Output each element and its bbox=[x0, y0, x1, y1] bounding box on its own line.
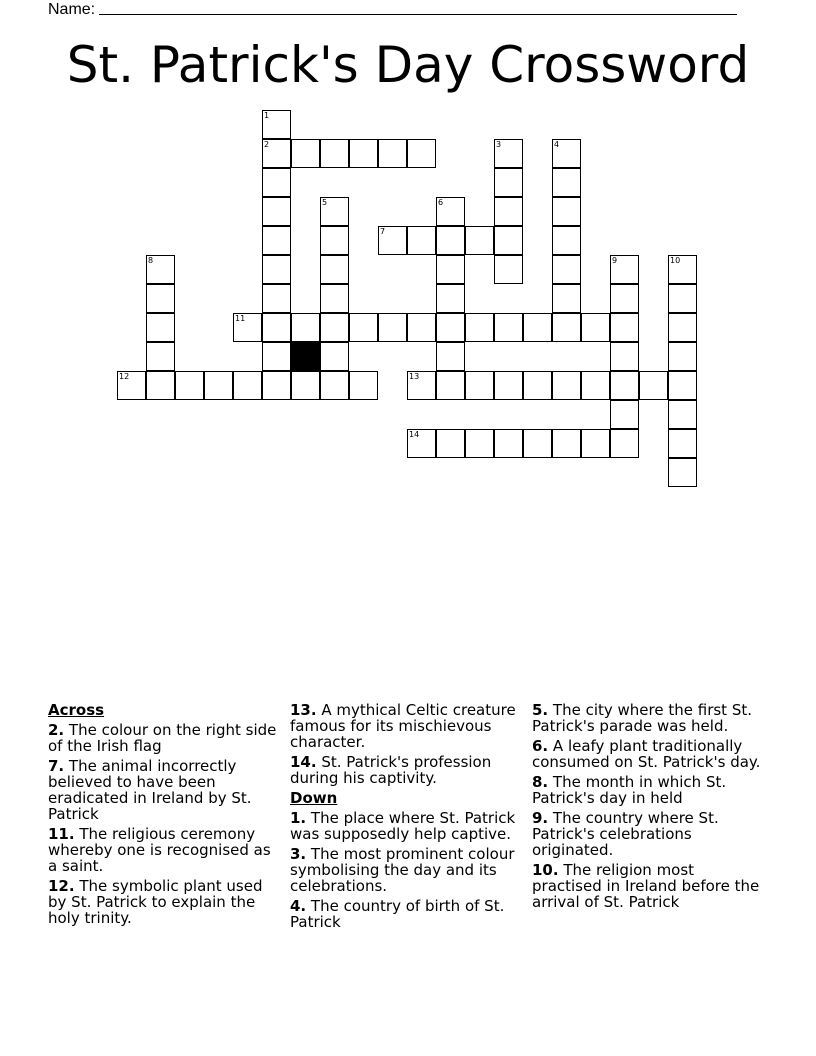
grid-cell[interactable] bbox=[523, 429, 552, 458]
clue-number-label: 3 bbox=[496, 140, 502, 149]
grid-cell[interactable] bbox=[262, 255, 291, 284]
grid-cell[interactable] bbox=[233, 313, 262, 342]
grid-cell[interactable] bbox=[610, 371, 639, 400]
clue-across-7 bbox=[48, 758, 283, 822]
clue-number: 14. bbox=[290, 753, 317, 771]
grid-cell[interactable] bbox=[639, 371, 668, 400]
black-cell bbox=[291, 342, 320, 371]
grid-cell[interactable] bbox=[552, 197, 581, 226]
clue-number-label: 13 bbox=[409, 372, 420, 381]
clue-number: 10. bbox=[532, 861, 559, 879]
grid-cell[interactable] bbox=[378, 226, 407, 255]
clue-number: 2. bbox=[48, 721, 65, 739]
grid-cell[interactable] bbox=[262, 139, 291, 168]
grid-cell[interactable] bbox=[668, 371, 697, 400]
grid-cell[interactable] bbox=[349, 313, 378, 342]
clue-down-9 bbox=[532, 810, 768, 858]
clue-across-12 bbox=[48, 878, 283, 926]
grid-cell[interactable] bbox=[552, 139, 581, 168]
grid-cell[interactable] bbox=[320, 226, 349, 255]
clue-number: 1. bbox=[290, 809, 307, 827]
clue-text: A leafy plant traditionally consumed on St. Patrick's day. bbox=[532, 737, 761, 771]
grid-cell[interactable] bbox=[407, 371, 436, 400]
clue-number-label: 8 bbox=[148, 256, 154, 265]
grid-cell[interactable] bbox=[494, 226, 523, 255]
grid-cell[interactable] bbox=[320, 371, 349, 400]
grid-cell[interactable] bbox=[291, 371, 320, 400]
grid-cell[interactable] bbox=[407, 226, 436, 255]
grid-cell[interactable] bbox=[494, 371, 523, 400]
grid-cell[interactable] bbox=[262, 313, 291, 342]
grid-cell[interactable] bbox=[407, 139, 436, 168]
grid-cell[interactable] bbox=[407, 429, 436, 458]
grid-cell[interactable] bbox=[262, 110, 291, 139]
page-title: St. Patrick's Day Crossword bbox=[66, 36, 750, 94]
grid-cell[interactable] bbox=[668, 284, 697, 313]
grid-cell[interactable] bbox=[262, 168, 291, 197]
clue-text: The symbolic plant used by St. Patrick to explain the holy trinity. bbox=[48, 877, 263, 927]
grid-cell[interactable] bbox=[407, 313, 436, 342]
grid-cell[interactable] bbox=[233, 371, 262, 400]
grid-cell[interactable] bbox=[494, 313, 523, 342]
grid-cell[interactable] bbox=[494, 139, 523, 168]
grid-cell[interactable] bbox=[320, 197, 349, 226]
grid-cell[interactable] bbox=[436, 313, 465, 342]
clue-down-10 bbox=[532, 862, 768, 910]
clue-text: The place where St. Patrick was supposedly help captive. bbox=[290, 809, 516, 843]
clue-number-label: 4 bbox=[554, 140, 560, 149]
grid-cell[interactable] bbox=[552, 284, 581, 313]
clue-down-8 bbox=[532, 774, 768, 806]
clue-across-14 bbox=[290, 754, 526, 786]
grid-cell[interactable] bbox=[146, 284, 175, 313]
grid-cell[interactable] bbox=[320, 139, 349, 168]
clue-number-label: 5 bbox=[322, 198, 328, 207]
grid-cell[interactable] bbox=[668, 429, 697, 458]
grid-cell[interactable] bbox=[378, 313, 407, 342]
across-heading: Across bbox=[48, 701, 105, 719]
clue-number-label: 1 bbox=[264, 111, 270, 120]
clue-number: 5. bbox=[532, 701, 549, 719]
clue-text: The country of birth of St. Patrick bbox=[290, 897, 505, 931]
grid-cell[interactable] bbox=[668, 255, 697, 284]
clue-across-13 bbox=[290, 702, 526, 750]
grid-cell[interactable] bbox=[320, 255, 349, 284]
clue-text: The month in which St. Patrick's day in held bbox=[532, 773, 727, 807]
grid-cell[interactable] bbox=[465, 226, 494, 255]
grid-cell[interactable] bbox=[610, 429, 639, 458]
grid-cell[interactable] bbox=[436, 371, 465, 400]
grid-cell[interactable] bbox=[349, 371, 378, 400]
clue-number: 7. bbox=[48, 757, 65, 775]
clue-down-6 bbox=[532, 738, 768, 770]
grid-cell[interactable] bbox=[668, 458, 697, 487]
grid-cell[interactable] bbox=[175, 371, 204, 400]
clue-across-11 bbox=[48, 826, 283, 874]
grid-cell[interactable] bbox=[581, 371, 610, 400]
grid-cell[interactable] bbox=[146, 313, 175, 342]
grid-cell[interactable] bbox=[552, 255, 581, 284]
clues-column-1 bbox=[48, 702, 283, 930]
grid-cell[interactable] bbox=[581, 313, 610, 342]
clue-across-2 bbox=[48, 722, 283, 754]
grid-cell[interactable] bbox=[349, 139, 378, 168]
clue-text: The city where the first St. Patrick's parade was held. bbox=[532, 701, 753, 735]
clue-text: The religious ceremony whereby one is recognised as a saint. bbox=[48, 825, 271, 875]
grid-cell[interactable] bbox=[465, 313, 494, 342]
clue-number-label: 11 bbox=[235, 314, 246, 323]
grid-cell[interactable] bbox=[610, 284, 639, 313]
grid-cell[interactable] bbox=[668, 313, 697, 342]
clues-column-3 bbox=[532, 702, 768, 914]
grid-cell[interactable] bbox=[668, 342, 697, 371]
clue-text: St. Patrick's profession during his captivity. bbox=[290, 753, 492, 787]
clue-text: A mythical Celtic creature famous for its mischievous character. bbox=[290, 701, 516, 751]
grid-cell[interactable] bbox=[610, 313, 639, 342]
grid-cell[interactable] bbox=[262, 371, 291, 400]
grid-cell[interactable] bbox=[291, 313, 320, 342]
clue-down-3 bbox=[290, 846, 526, 894]
grid-cell[interactable] bbox=[262, 284, 291, 313]
grid-cell[interactable] bbox=[465, 429, 494, 458]
clue-text: The country where St. Patrick's celebrations originated. bbox=[532, 809, 719, 859]
crossword-grid bbox=[0, 0, 816, 500]
clue-number: 9. bbox=[532, 809, 549, 827]
grid-cell[interactable] bbox=[494, 255, 523, 284]
grid-cell[interactable] bbox=[262, 197, 291, 226]
grid-cell[interactable] bbox=[610, 342, 639, 371]
grid-cell[interactable] bbox=[436, 226, 465, 255]
grid-cell[interactable] bbox=[146, 255, 175, 284]
clue-number-label: 7 bbox=[380, 227, 386, 236]
grid-cell[interactable] bbox=[552, 429, 581, 458]
clue-text: The most prominent colour symbolising the day and its celebrations. bbox=[290, 845, 515, 895]
grid-cell[interactable] bbox=[523, 371, 552, 400]
grid-cell[interactable] bbox=[552, 168, 581, 197]
grid-cell[interactable] bbox=[465, 371, 494, 400]
grid-cell[interactable] bbox=[523, 313, 552, 342]
grid-cell[interactable] bbox=[668, 400, 697, 429]
clue-down-5 bbox=[532, 702, 768, 734]
name-label: Name: bbox=[48, 1, 96, 18]
clue-down-1 bbox=[290, 810, 526, 842]
grid-cell[interactable] bbox=[610, 255, 639, 284]
down-heading: Down bbox=[290, 789, 338, 807]
grid-cell[interactable] bbox=[291, 139, 320, 168]
clue-number-label: 2 bbox=[264, 140, 270, 149]
grid-cell[interactable] bbox=[610, 400, 639, 429]
grid-cell[interactable] bbox=[436, 429, 465, 458]
grid-cell[interactable] bbox=[436, 342, 465, 371]
grid-cell[interactable] bbox=[117, 371, 146, 400]
grid-cell[interactable] bbox=[552, 313, 581, 342]
grid-cell[interactable] bbox=[552, 226, 581, 255]
clues-column-2 bbox=[290, 702, 526, 934]
grid-cell[interactable] bbox=[581, 429, 610, 458]
clue-number-label: 14 bbox=[409, 430, 420, 439]
clue-number: 12. bbox=[48, 877, 75, 895]
grid-cell[interactable] bbox=[146, 371, 175, 400]
clue-number: 8. bbox=[532, 773, 549, 791]
clue-down-4 bbox=[290, 898, 526, 930]
clue-number: 4. bbox=[290, 897, 307, 915]
clue-number: 3. bbox=[290, 845, 307, 863]
grid-cell[interactable] bbox=[436, 255, 465, 284]
clue-number-label: 10 bbox=[670, 256, 681, 265]
clue-number-label: 6 bbox=[438, 198, 444, 207]
clue-text: The religion most practised in Ireland before the arrival of St. Patrick bbox=[532, 861, 760, 911]
grid-cell[interactable] bbox=[320, 284, 349, 313]
clue-number: 13. bbox=[290, 701, 317, 719]
clue-text: The colour on the right side of the Irish flag bbox=[48, 721, 277, 755]
clue-number: 6. bbox=[532, 737, 549, 755]
grid-cell[interactable] bbox=[494, 197, 523, 226]
clue-number: 11. bbox=[48, 825, 75, 843]
grid-cell[interactable] bbox=[320, 342, 349, 371]
grid-cell[interactable] bbox=[436, 197, 465, 226]
grid-cell[interactable] bbox=[262, 342, 291, 371]
grid-cell[interactable] bbox=[262, 226, 291, 255]
grid-cell[interactable] bbox=[378, 139, 407, 168]
grid-cell[interactable] bbox=[320, 313, 349, 342]
clue-number-label: 12 bbox=[119, 372, 130, 381]
clue-number-label: 9 bbox=[612, 256, 618, 265]
grid-cell[interactable] bbox=[146, 342, 175, 371]
grid-cell[interactable] bbox=[204, 371, 233, 400]
clue-text: The animal incorrectly believed to have been eradicated in Ireland by St. Patrick bbox=[48, 757, 252, 823]
grid-cell[interactable] bbox=[436, 284, 465, 313]
grid-cell[interactable] bbox=[494, 429, 523, 458]
grid-cell[interactable] bbox=[552, 371, 581, 400]
grid-cell[interactable] bbox=[494, 168, 523, 197]
